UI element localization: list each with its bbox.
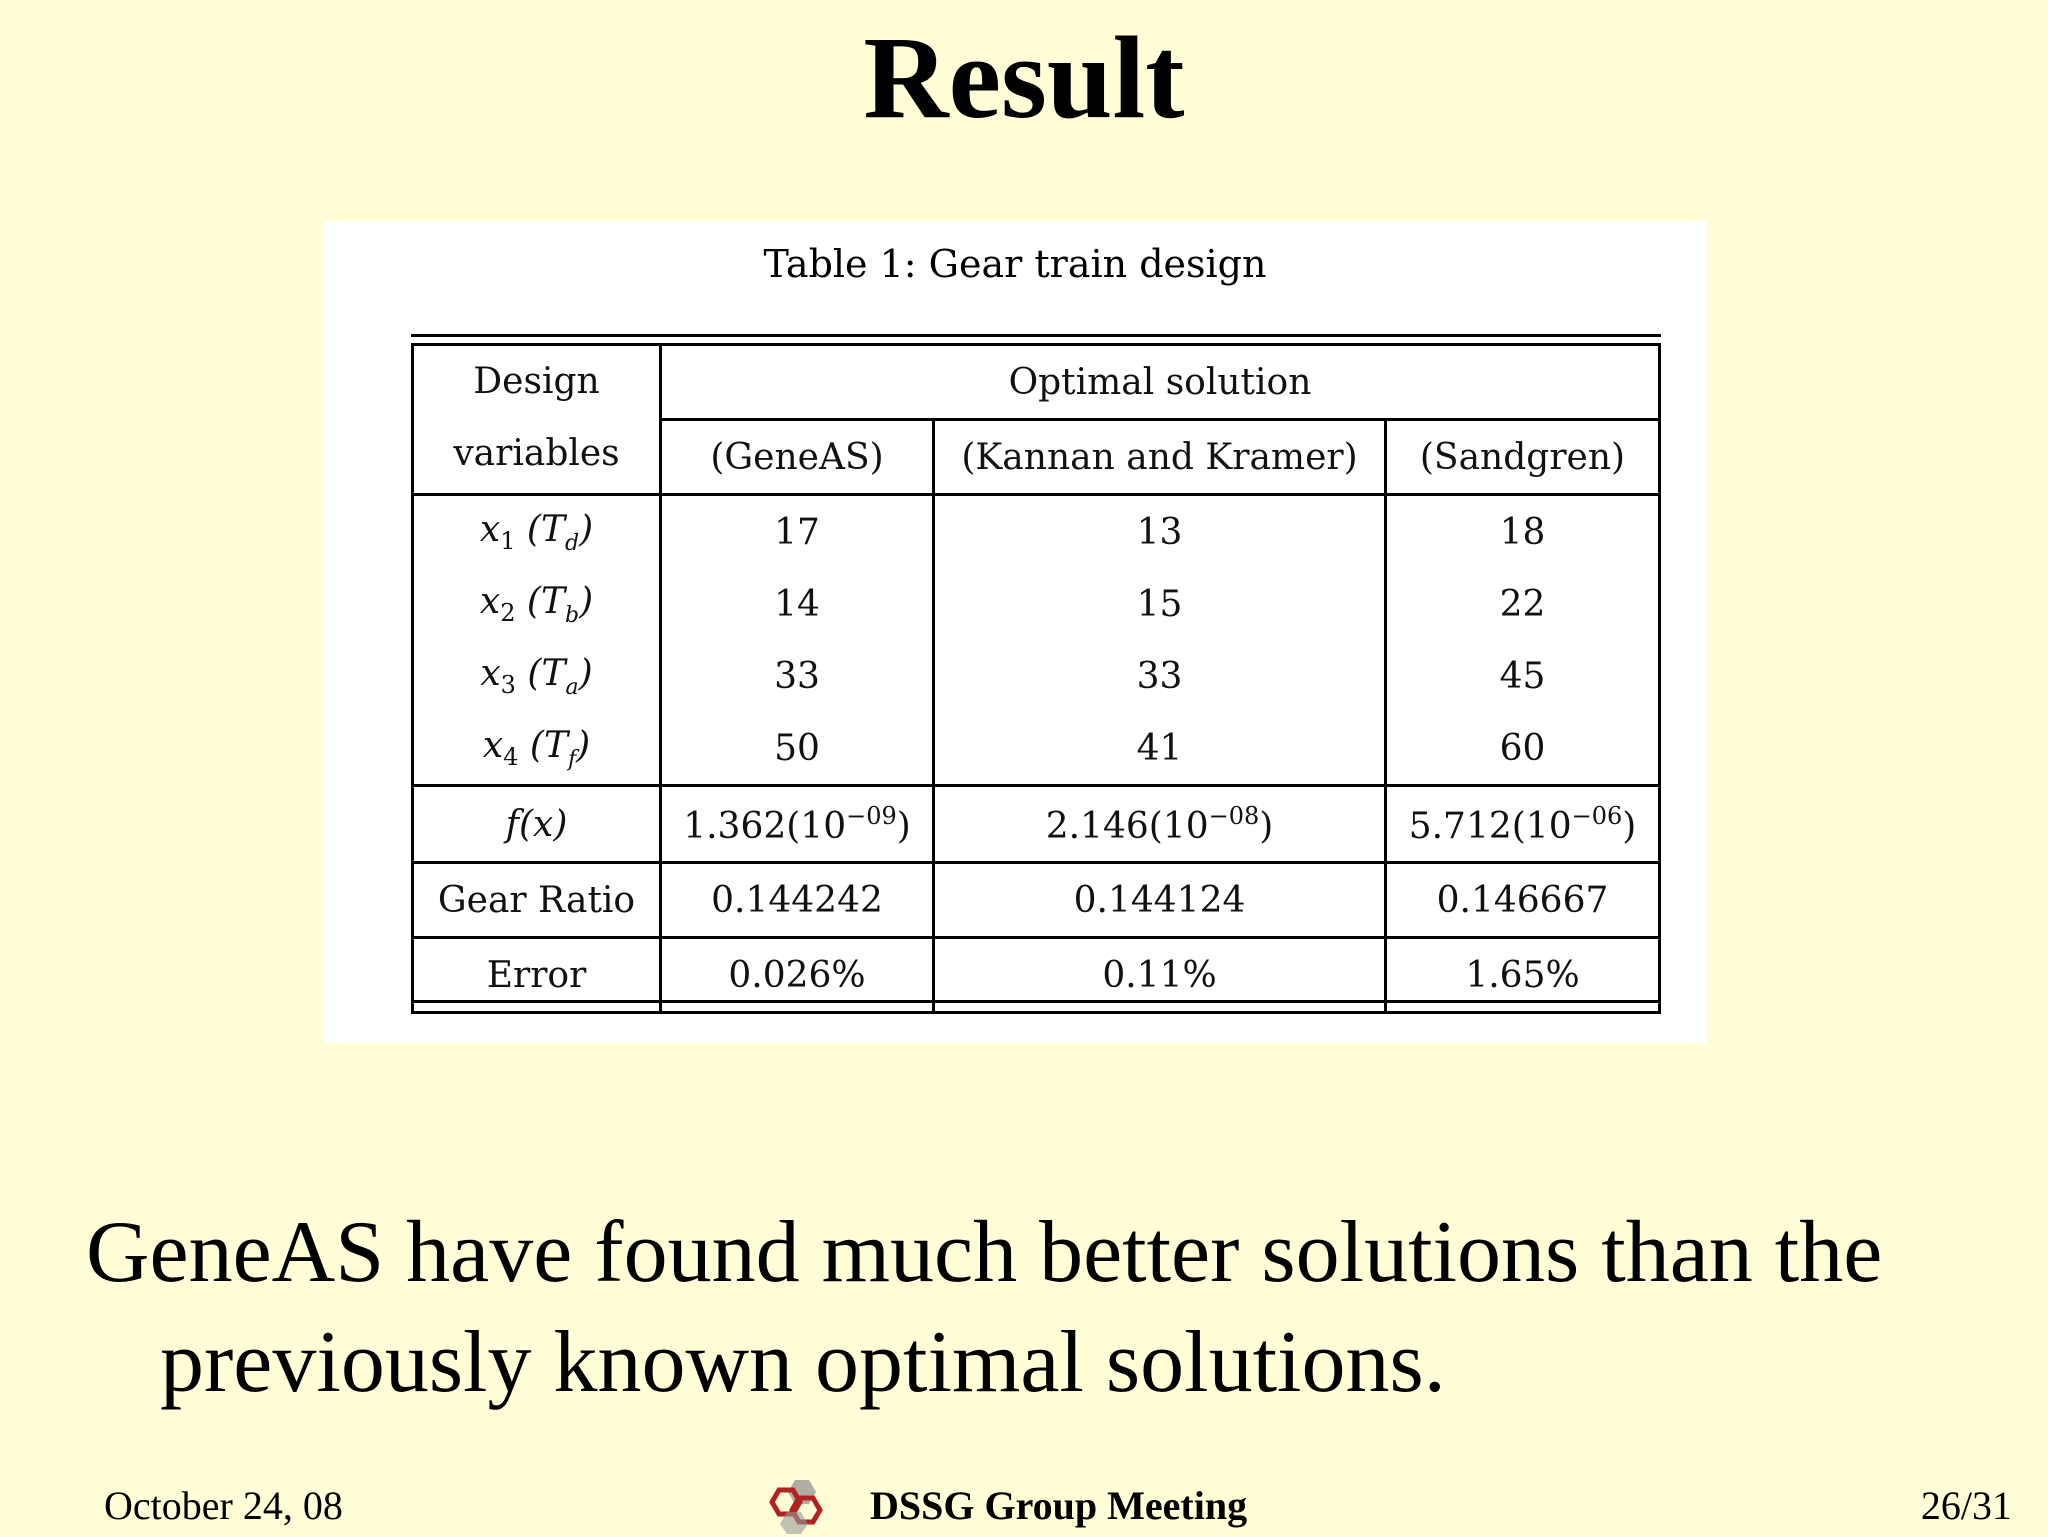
table-cell: 15	[934, 568, 1386, 640]
error-label: Error	[413, 938, 661, 1013]
body-line-2: previously known optimal solutions.	[160, 1314, 1446, 1411]
table-cell: 18	[1386, 495, 1660, 569]
objective-row	[413, 786, 1660, 863]
column-header: (Sandgren)	[1386, 420, 1660, 495]
body-text	[86, 1198, 1986, 1418]
table-cell: 0.144124	[934, 863, 1386, 938]
variable-name: $x_1$ $(T_d)$	[413, 495, 661, 569]
table-cell: 0.144242	[661, 863, 934, 938]
objective-value: $5.712(10^{-06})$	[1386, 786, 1660, 863]
table-cell: 45	[1386, 640, 1660, 712]
body-line-1: GeneAS have found much better solutions than the	[86, 1204, 1883, 1301]
table-top-rule	[411, 334, 1661, 337]
table-row	[413, 712, 1660, 786]
table-cell: 13	[934, 495, 1386, 569]
footer-title: DSSG Group Meeting	[870, 1483, 1248, 1528]
page-number: 26/31	[1920, 1483, 2012, 1528]
objective-label: f(x)	[413, 786, 661, 863]
table-cell: 33	[661, 640, 934, 712]
column-header: (GeneAS)	[661, 420, 934, 495]
optimal-solution-header: Optimal solution	[661, 345, 1660, 420]
variable-name: $x_3$ $(T_a)$	[413, 640, 661, 712]
table-bottom-rule	[411, 1000, 1661, 1003]
table-row	[413, 568, 1660, 640]
column-header: (Kannan and Kramer)	[934, 420, 1386, 495]
table-caption: Table 1: Gear train design	[763, 242, 1267, 286]
table-row	[413, 640, 1660, 712]
variable-name: $x_2$ $(T_b)$	[413, 568, 661, 640]
gear-train-table	[411, 343, 1661, 1014]
objective-value: $2.146(10^{-08})$	[934, 786, 1386, 863]
slide-title: Result	[863, 12, 1185, 143]
hexagon-logo-icon	[765, 1474, 831, 1536]
variable-name: $x_4$ $(T_f)$	[413, 712, 661, 786]
variables-label: variables	[453, 433, 620, 474]
objective-value: $1.362(10^{-09})$	[661, 786, 934, 863]
table-cell: 22	[1386, 568, 1660, 640]
table-cell: 50	[661, 712, 934, 786]
table-cell: 1.65%	[1386, 938, 1660, 1013]
gear-ratio-label: Gear Ratio	[413, 863, 661, 938]
table-image-panel	[323, 221, 1707, 1043]
table-cell: 33	[934, 640, 1386, 712]
table-row	[413, 495, 1660, 569]
table-header-row	[413, 345, 1660, 420]
table-cell: 41	[934, 712, 1386, 786]
gear-ratio-row	[413, 863, 1660, 938]
table-cell: 60	[1386, 712, 1660, 786]
table-cell: 17	[661, 495, 934, 569]
table-cell: 14	[661, 568, 934, 640]
table-cell: 0.11%	[934, 938, 1386, 1013]
design-variables-header	[413, 345, 661, 495]
footer-date: October 24, 08	[104, 1483, 343, 1528]
table-cell: 0.146667	[1386, 863, 1660, 938]
design-label: Design	[473, 361, 600, 402]
table-cell: 0.026%	[661, 938, 934, 1013]
